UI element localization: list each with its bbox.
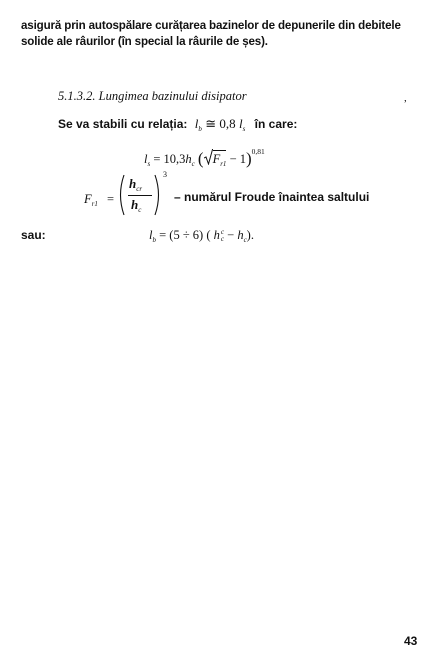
eq2-lhs: $F_{r1}$ [84,192,98,208]
eq3-rhs: = (5 ÷ 6) ( [159,228,211,242]
eq2-left-paren [117,174,125,221]
eq1-coef: = 10,3 [153,152,186,166]
relation-tail: în care: [254,117,298,131]
eq3-minus: − [227,228,235,242]
eq1-fr1: $F_{r1}$ [212,152,227,168]
eq2-exponent: 3 [163,170,167,179]
equation-ls [144,147,265,168]
eq1-open-paren: ( [197,149,204,168]
eq3-label: sau: [21,228,46,242]
paragraph-line-1: asigură prin autospălare curățarea bazinelor de depunerile din debitele [21,19,401,32]
eq2-fraction-bar [128,195,152,196]
eq1-exponent: 0,81 [251,147,265,156]
eq1-hc: $h_c$ [185,152,195,168]
page-number: 43 [404,634,418,648]
eq1-minus-one: − 1 [229,152,246,166]
eq2-denominator: $h_c$ [131,197,142,214]
paragraph-line-2: solide ale râurilor (în special la râurile de șes). [21,35,268,48]
eq3-h2: $h_c$ [237,228,247,244]
eq2-description: – numărul Froude înaintea saltului [174,190,370,204]
eq2-right-paren [154,174,162,221]
var-ls: $l_s$ [238,116,246,133]
approx-factor: ≅ 0,8 [205,116,236,131]
eq2-numerator: $h_{cr}$ [129,176,143,193]
eq3-lhs: $l_b$ [149,228,156,244]
equation-lb [149,228,254,243]
sqrt-icon [204,149,213,169]
eq1-close-paren: ) [246,149,252,168]
var-lb: $l_b$ [194,116,202,133]
relation-line [58,116,297,132]
relation-intro: Se va stabili cu relația: [58,117,188,131]
section-heading: 5.1.3.2. Lungimea bazinului disipator [58,89,247,103]
eq3-close: ). [246,228,254,242]
eq2-equals: = [107,192,115,206]
stray-mark: , [404,92,407,104]
eq1-lhs: $l_s$ [144,152,151,168]
eq3-h1: h c c [213,228,224,244]
